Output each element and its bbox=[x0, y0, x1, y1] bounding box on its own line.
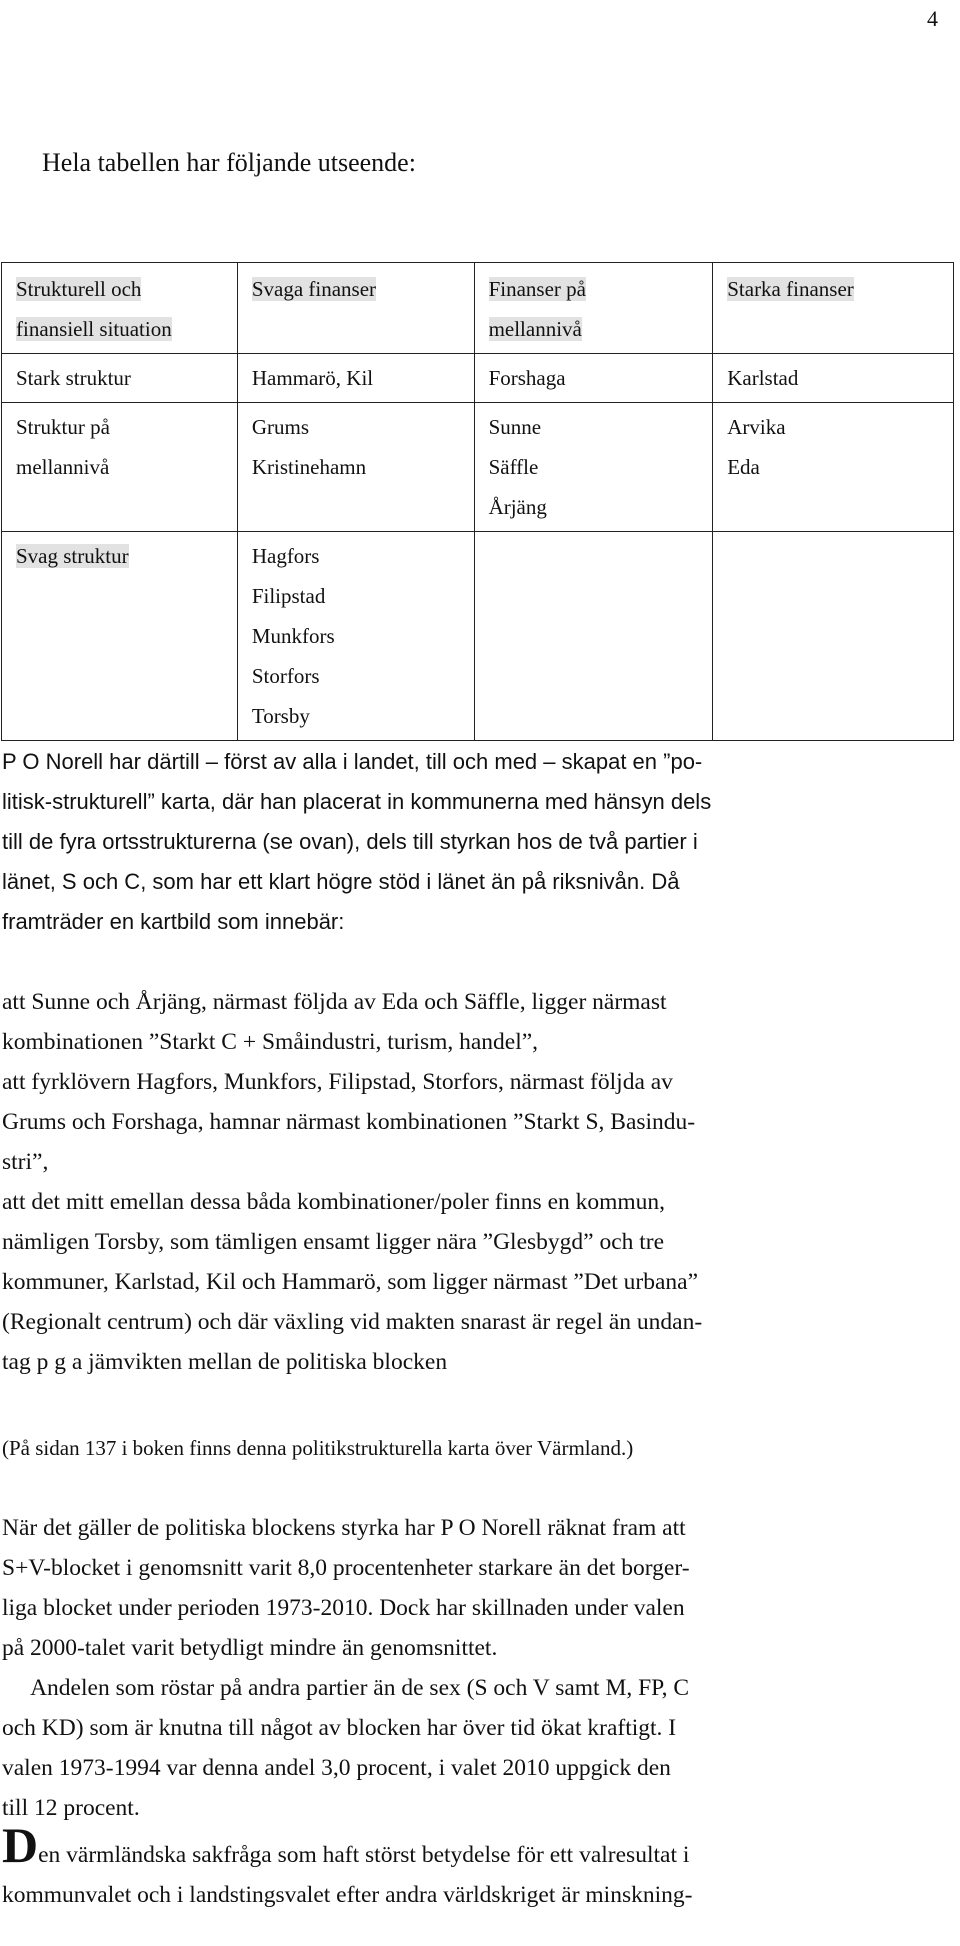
table-row bbox=[2, 532, 954, 741]
cell-line: Struktur på bbox=[16, 415, 110, 439]
cell-line: Karlstad bbox=[727, 366, 799, 390]
text-line: När det gäller de politiska blockens styrka har P O Norell räknat fram att bbox=[2, 1515, 686, 1541]
table-cell bbox=[474, 354, 713, 403]
text-line: länet, S och C, som har ett klart högre stöd i länet än på riksnivån. Då bbox=[2, 869, 680, 894]
text-line: framträder en kartbild som innebär: bbox=[2, 909, 345, 934]
table-header-cell bbox=[474, 263, 713, 354]
table-cell bbox=[713, 403, 954, 532]
cell-line: Stark struktur bbox=[16, 366, 131, 390]
table-cell bbox=[474, 403, 713, 532]
cell-line: Hammarö, Kil bbox=[251, 366, 374, 390]
note-page-137: (På sidan 137 i boken finns denna politikstrukturella karta över Värmland.) bbox=[2, 1436, 634, 1460]
cell-line: Hagfors bbox=[251, 544, 320, 568]
drop-cap: D bbox=[2, 1817, 39, 1873]
table-row bbox=[2, 354, 954, 403]
cell-line: Forshaga bbox=[488, 366, 566, 390]
text-line: till 12 procent. bbox=[2, 1795, 140, 1821]
table-header-cell bbox=[2, 263, 238, 354]
cell-line: mellannivå bbox=[16, 455, 110, 479]
paragraph-bloc-strength bbox=[2, 1508, 952, 1828]
table-cell bbox=[2, 403, 238, 532]
cell-line: Säffle bbox=[488, 455, 539, 479]
municipality-table bbox=[1, 262, 954, 741]
cell-line: Svaga finanser bbox=[251, 277, 377, 301]
text-line: valen 1973-1994 var denna andel 3,0 procent, i valet 2010 uppgick den bbox=[2, 1755, 671, 1781]
text-line: (Regionalt centrum) och där växling vid makten snarast är regel än undan- bbox=[2, 1309, 703, 1335]
text-line: Grums och Forshaga, hamnar närmast kombinationen ”Starkt S, Basindu- bbox=[2, 1109, 696, 1135]
paragraph-map-list bbox=[2, 982, 952, 1382]
text-line: att det mitt emellan dessa båda kombinationer/poler finns en kommun, bbox=[2, 1189, 666, 1215]
cell-line: Munkfors bbox=[251, 624, 335, 648]
cell-line: Kristinehamn bbox=[251, 455, 367, 479]
table-cell bbox=[237, 532, 474, 741]
table-cell bbox=[237, 354, 474, 403]
cell-line: Grums bbox=[251, 415, 309, 439]
paragraph-issue: Den värmländska sakfråga som haft störst betydelse för ett valresultat i kommunvalet och i landstingsvalet efter andra världskriget är minskning- bbox=[2, 1817, 693, 1908]
cell-line: Svag struktur bbox=[16, 544, 129, 568]
text-line: tag p g a jämvikten mellan de politiska blocken bbox=[2, 1349, 448, 1375]
cell-line: Arvika bbox=[727, 415, 786, 439]
table-cell bbox=[474, 532, 713, 741]
text-line: att fyrklövern Hagfors, Munkfors, Filipstad, Storfors, närmast följda av bbox=[2, 1069, 673, 1095]
text-line: och KD) som är knutna till något av blocken har över tid ökat kraftigt. I bbox=[2, 1715, 677, 1741]
cell-line: Strukturell och bbox=[16, 277, 142, 301]
page-number: 4 bbox=[927, 6, 938, 31]
cell-line: mellannivå bbox=[488, 317, 582, 341]
table-header-row bbox=[2, 263, 954, 354]
table-cell bbox=[2, 532, 238, 741]
table-header-cell bbox=[713, 263, 954, 354]
table-cell bbox=[2, 354, 238, 403]
text-line: till de fyra ortsstrukturerna (se ovan), dels till styrkan hos de två partier i bbox=[2, 829, 698, 854]
text-line: Andelen som röstar på andra partier än de sex (S och V samt M, FP, C bbox=[2, 1675, 690, 1701]
text-line: på 2000-talet varit betydligt mindre än genomsnittet. bbox=[2, 1635, 498, 1661]
text-line: litisk-strukturell” karta, där han placerat in kommunerna med hänsyn dels bbox=[2, 789, 712, 814]
table-cell bbox=[713, 354, 954, 403]
cell-line: Filipstad bbox=[251, 584, 326, 608]
table-header-cell bbox=[237, 263, 474, 354]
cell-line: Starka finanser bbox=[727, 277, 854, 301]
cell-line: Torsby bbox=[251, 704, 310, 728]
text-line: kommuner, Karlstad, Kil och Hammarö, som ligger närmast ”Det urbana” bbox=[2, 1269, 699, 1295]
table-cell bbox=[713, 532, 954, 741]
text-line: nämligen Torsby, som tämligen ensamt ligger nära ”Glesbygd” och tre bbox=[2, 1229, 665, 1255]
text-line: liga blocket under perioden 1973-2010. Dock har skillnaden under valen bbox=[2, 1595, 685, 1621]
paragraph-norell-map bbox=[2, 742, 952, 942]
text-line: att Sunne och Årjäng, närmast följda av Eda och Säffle, ligger närmast bbox=[2, 989, 667, 1015]
text-line: S+V-blocket i genomsnitt varit 8,0 procentenheter starkare än det borger- bbox=[2, 1555, 690, 1581]
text-line: kombinationen ”Starkt C + Småindustri, turism, handel”, bbox=[2, 1029, 539, 1055]
table-row bbox=[2, 403, 954, 532]
cell-line: Eda bbox=[727, 455, 760, 479]
text-line: P O Norell har därtill – först av alla i landet, till och med – skapat en ”po- bbox=[2, 749, 703, 774]
cell-line: finansiell situation bbox=[16, 317, 172, 341]
intro-text: Hela tabellen har följande utseende: bbox=[42, 148, 416, 177]
cell-line: Storfors bbox=[251, 664, 320, 688]
text-line: stri”, bbox=[2, 1149, 49, 1175]
table-cell bbox=[237, 403, 474, 532]
cell-line: Sunne bbox=[488, 415, 542, 439]
cell-line: Årjäng bbox=[488, 495, 547, 519]
cell-line: Finanser på bbox=[488, 277, 586, 301]
